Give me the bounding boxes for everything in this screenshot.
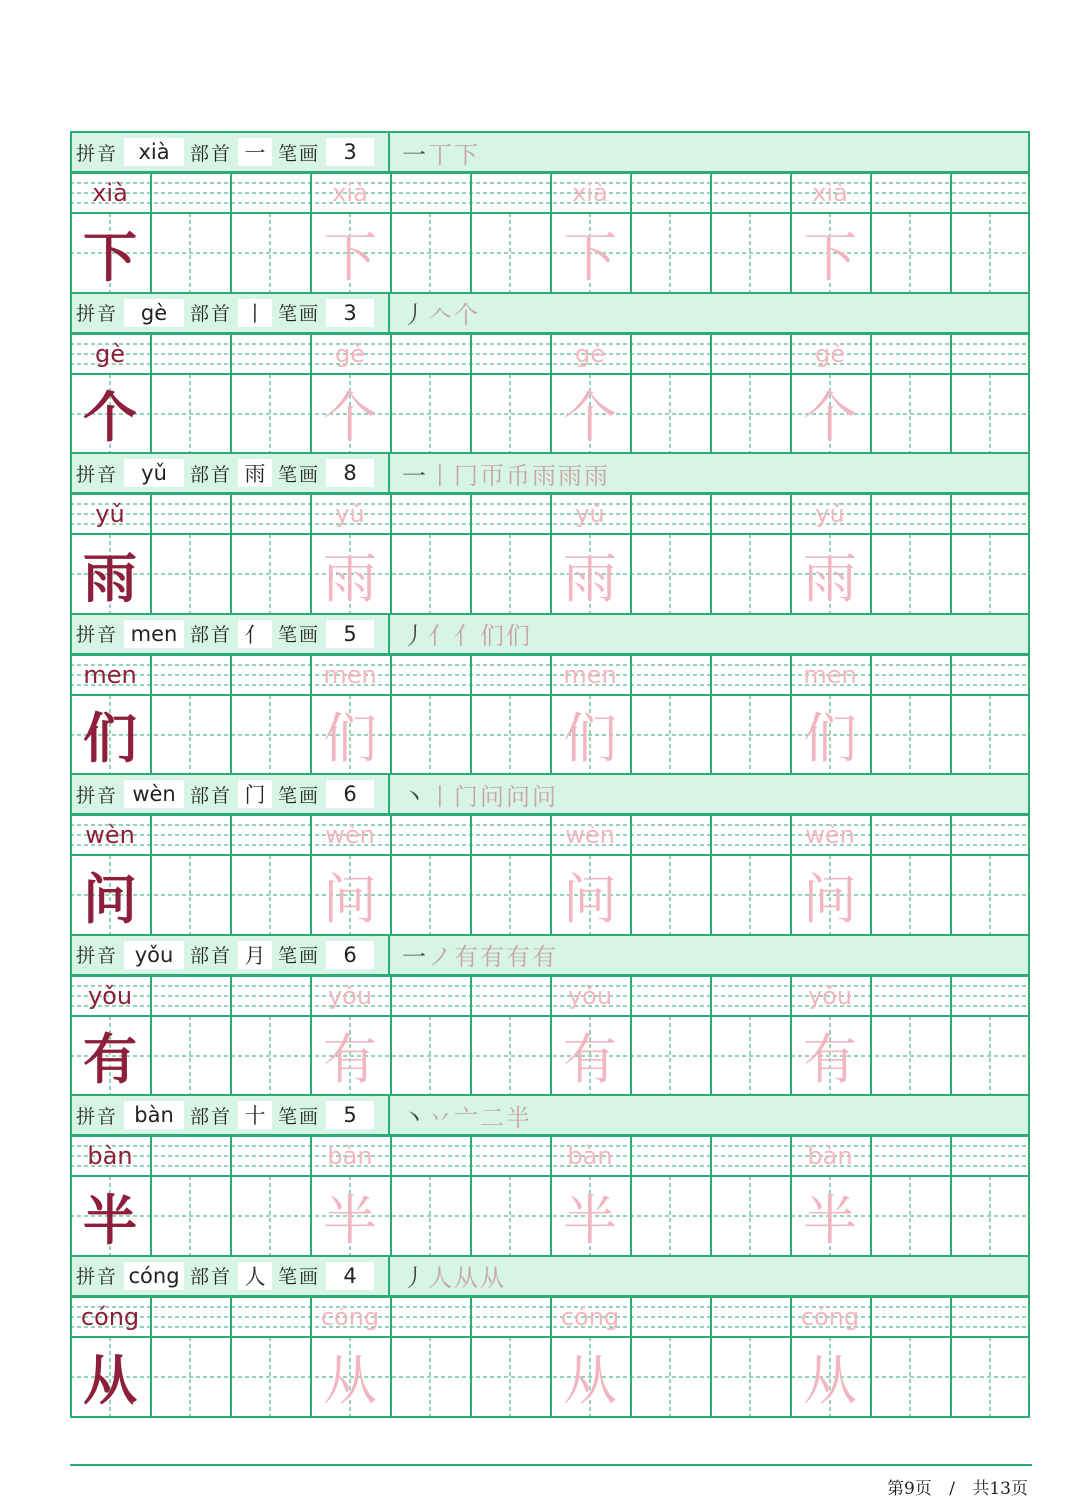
stroke-count-value: 6 (326, 780, 374, 808)
stroke-step: 丅 (428, 140, 452, 169)
current-page: 第9页 (886, 1479, 932, 1499)
stroke-step: 雨 (584, 461, 608, 490)
writing-cell[interactable] (150, 1136, 230, 1256)
radical-label: 部首 (190, 1105, 233, 1128)
trace-pinyin: cóng (320, 1302, 380, 1331)
writing-cell[interactable] (150, 1297, 230, 1417)
writing-cell[interactable] (870, 494, 950, 614)
writing-cell[interactable] (710, 976, 790, 1096)
stroke-order (402, 1096, 532, 1134)
writing-cell[interactable] (70, 976, 150, 1096)
writing-cell[interactable] (550, 334, 630, 454)
trace-character: 半 (803, 1188, 857, 1252)
writing-cell[interactable] (550, 1297, 630, 1417)
char-info (72, 1257, 390, 1295)
trace-character: 有 (803, 1028, 857, 1091)
radical-value: 雨 (238, 459, 272, 487)
trace-pinyin: men (803, 660, 857, 689)
radical-value: 亻 (238, 620, 272, 648)
trace-pinyin: wèn (805, 821, 855, 849)
model-pinyin: bàn (87, 1142, 133, 1170)
writing-cell[interactable] (150, 334, 230, 454)
writing-cell[interactable] (950, 815, 1030, 935)
trace-character: 个 (563, 386, 617, 449)
writing-cell[interactable] (790, 1136, 870, 1256)
pinyin-label: 拼音 (76, 784, 119, 807)
writing-cell[interactable] (550, 815, 630, 935)
writing-cell[interactable] (790, 655, 870, 775)
writing-cell[interactable] (150, 815, 230, 935)
trace-character: 个 (323, 386, 377, 449)
writing-cell[interactable] (870, 815, 950, 935)
writing-cell[interactable] (230, 334, 310, 454)
radical-label: 部首 (190, 303, 233, 325)
trace-pinyin: cóng (560, 1302, 620, 1331)
char-info (72, 1096, 390, 1134)
writing-cell[interactable] (950, 494, 1030, 614)
writing-cell[interactable] (710, 1297, 790, 1417)
writing-grid (70, 494, 1030, 614)
stroke-count-value: 8 (326, 459, 374, 487)
info-row (70, 1094, 1030, 1136)
stroke-step: 冂 (454, 461, 478, 490)
writing-cell[interactable] (790, 976, 870, 1096)
model-pinyin: yǒu (87, 981, 133, 1010)
writing-cell[interactable] (70, 494, 150, 614)
writing-grid (70, 1297, 1030, 1417)
writing-cell[interactable] (550, 494, 630, 614)
character-block (70, 452, 1030, 613)
pinyin-label: 拼音 (76, 624, 119, 646)
stroke-step: 一 (402, 461, 426, 490)
info-row (70, 934, 1030, 976)
stroke-step: 从 (480, 1264, 504, 1292)
writing-cell[interactable] (70, 334, 150, 454)
writing-cell[interactable] (630, 1136, 710, 1256)
model-pinyin: cóng (80, 1302, 140, 1331)
writing-cell[interactable] (710, 1136, 790, 1256)
character-block (70, 934, 1030, 1095)
stroke-step: 有 (506, 943, 530, 971)
writing-cell[interactable] (390, 815, 470, 935)
writing-cell[interactable] (870, 976, 950, 1096)
radical-label: 部首 (190, 1266, 233, 1288)
stroke-count-label: 笔画 (278, 784, 321, 807)
trace-character: 个 (803, 386, 857, 449)
trace-pinyin: gè (815, 339, 845, 368)
writing-cell[interactable] (630, 334, 710, 454)
stroke-step: 帀 (480, 461, 504, 490)
info-row (70, 613, 1030, 655)
writing-cell[interactable] (630, 976, 710, 1096)
model-character: 从 (83, 1348, 137, 1412)
stroke-step: 雨 (558, 461, 582, 490)
trace-character: 有 (323, 1028, 377, 1091)
pinyin-label: 拼音 (76, 463, 119, 486)
writing-cell[interactable] (630, 173, 710, 293)
writing-cell[interactable] (790, 1297, 870, 1417)
stroke-step: 二 (480, 1103, 504, 1132)
writing-cell[interactable] (470, 1136, 550, 1256)
writing-cell[interactable] (230, 1297, 310, 1417)
writing-cell[interactable] (790, 815, 870, 935)
stroke-step: 们 (506, 622, 530, 650)
character-block (70, 773, 1030, 934)
radical-value: 丨 (238, 299, 272, 327)
char-info (72, 615, 390, 653)
writing-cell[interactable] (390, 655, 470, 775)
writing-cell[interactable] (470, 494, 550, 614)
trace-character: 从 (563, 1349, 617, 1412)
writing-cell[interactable] (390, 976, 470, 1096)
stroke-count-label: 笔画 (278, 463, 321, 486)
page-indicator (887, 1474, 1028, 1499)
trace-character: 们 (803, 707, 857, 770)
radical-value: 人 (238, 1262, 272, 1290)
writing-cell[interactable] (70, 173, 150, 293)
trace-character: 半 (563, 1188, 617, 1252)
stroke-count-value: 4 (326, 1262, 374, 1290)
trace-pinyin: yǒu (327, 981, 373, 1010)
char-info (72, 294, 390, 332)
writing-cell[interactable] (630, 1297, 710, 1417)
trace-pinyin: gè (335, 339, 365, 368)
radical-label: 部首 (190, 463, 233, 486)
writing-cell[interactable] (70, 655, 150, 775)
trace-pinyin: wèn (325, 821, 375, 849)
writing-cell[interactable] (790, 334, 870, 454)
stroke-count-label: 笔画 (278, 1105, 321, 1128)
stroke-order (402, 615, 532, 653)
trace-character: 问 (563, 867, 617, 931)
writing-grid (70, 655, 1030, 775)
writing-cell[interactable] (230, 655, 310, 775)
writing-cell[interactable] (150, 494, 230, 614)
trace-pinyin: yǔ (815, 500, 845, 528)
footer-rule (70, 1464, 1032, 1466)
writing-cell[interactable] (310, 655, 390, 775)
stroke-order (402, 454, 610, 492)
stroke-order (402, 1257, 506, 1295)
stroke-count-label: 笔画 (278, 624, 321, 646)
writing-cell[interactable] (710, 815, 790, 935)
stroke-step: ノ (428, 943, 452, 971)
total-pages: 共13页 (972, 1479, 1028, 1499)
stroke-order (402, 133, 480, 171)
writing-cell[interactable] (230, 173, 310, 293)
model-pinyin: yǔ (95, 500, 125, 528)
model-pinyin: gè (95, 339, 125, 368)
trace-pinyin: wèn (565, 821, 615, 849)
stroke-step: 亻 (454, 622, 478, 650)
stroke-step: 一 (402, 943, 426, 971)
stroke-step: 雨 (532, 461, 556, 490)
stroke-step: 问 (532, 782, 556, 811)
practice-sheet (70, 131, 1030, 1415)
writing-cell[interactable] (870, 334, 950, 454)
stroke-order (402, 775, 558, 813)
writing-cell[interactable] (710, 334, 790, 454)
pinyin-label: 拼音 (76, 1266, 119, 1288)
writing-cell[interactable] (310, 815, 390, 935)
character-block (70, 1255, 1030, 1416)
trace-character: 下 (323, 225, 377, 289)
info-row (70, 131, 1030, 173)
stroke-step: 丷 (428, 1103, 452, 1132)
radical-label: 部首 (190, 784, 233, 807)
stroke-step: 个 (454, 301, 478, 329)
trace-pinyin: bàn (327, 1142, 373, 1170)
trace-character: 问 (323, 867, 377, 931)
stroke-count-label: 笔画 (278, 1266, 321, 1288)
stroke-count-label: 笔画 (278, 303, 321, 325)
writing-cell[interactable] (310, 173, 390, 293)
stroke-step: 币 (506, 461, 530, 490)
writing-cell[interactable] (230, 815, 310, 935)
stroke-count-value: 3 (326, 138, 374, 166)
writing-cell[interactable] (390, 173, 470, 293)
writing-cell[interactable] (310, 976, 390, 1096)
model-character: 们 (83, 706, 137, 770)
stroke-count-label: 笔画 (278, 142, 321, 165)
writing-grid (70, 815, 1030, 935)
writing-cell[interactable] (790, 494, 870, 614)
writing-cell[interactable] (950, 1297, 1030, 1417)
stroke-step: 们 (480, 622, 504, 650)
writing-cell[interactable] (70, 815, 150, 935)
trace-character: 们 (323, 707, 377, 770)
info-row (70, 773, 1030, 815)
trace-pinyin: xià (812, 179, 848, 207)
writing-cell[interactable] (550, 655, 630, 775)
info-row (70, 292, 1030, 334)
stroke-step: 从 (454, 1264, 478, 1292)
writing-cell[interactable] (950, 173, 1030, 293)
stroke-step: 𠆢 (428, 301, 452, 329)
info-row (70, 452, 1030, 494)
writing-cell[interactable] (870, 1297, 950, 1417)
writing-cell[interactable] (790, 173, 870, 293)
stroke-step: 半 (506, 1103, 530, 1132)
pinyin-value: bàn (124, 1101, 184, 1129)
writing-cell[interactable] (150, 173, 230, 293)
writing-cell[interactable] (870, 173, 950, 293)
pinyin-value: yǔ (124, 459, 184, 487)
writing-cell[interactable] (950, 1136, 1030, 1256)
writing-cell[interactable] (950, 334, 1030, 454)
stroke-step: 一 (402, 140, 426, 169)
trace-pinyin: men (563, 660, 617, 689)
writing-cell[interactable] (230, 1136, 310, 1256)
character-block (70, 131, 1030, 292)
stroke-step: 有 (480, 943, 504, 971)
stroke-count-value: 6 (326, 941, 374, 969)
radical-value: 月 (238, 941, 272, 969)
stroke-step: 问 (506, 782, 530, 811)
stroke-step: 丿 (402, 622, 426, 650)
trace-character: 下 (563, 225, 617, 289)
radical-label: 部首 (190, 142, 233, 165)
model-character: 雨 (83, 545, 137, 610)
model-character: 下 (83, 224, 137, 289)
writing-cell[interactable] (710, 655, 790, 775)
stroke-order (402, 936, 558, 974)
stroke-count-value: 5 (326, 620, 374, 648)
model-character: 有 (83, 1027, 137, 1091)
radical-label: 部首 (190, 624, 233, 646)
stroke-count-value: 3 (326, 299, 374, 327)
writing-cell[interactable] (310, 334, 390, 454)
writing-cell[interactable] (950, 655, 1030, 775)
radical-value: 门 (238, 780, 272, 808)
pinyin-label: 拼音 (76, 945, 119, 967)
stroke-step: 丿 (402, 301, 426, 329)
writing-cell[interactable] (470, 334, 550, 454)
stroke-step: 有 (454, 943, 478, 971)
trace-pinyin: gè (575, 339, 605, 368)
writing-grid (70, 1136, 1030, 1256)
writing-cell[interactable] (550, 1136, 630, 1256)
stroke-step: 丨 (428, 461, 452, 490)
char-info (72, 775, 390, 813)
writing-cell[interactable] (150, 655, 230, 775)
char-info (72, 133, 390, 171)
model-character: 半 (83, 1187, 137, 1252)
writing-cell[interactable] (230, 494, 310, 614)
pinyin-value: xià (124, 138, 184, 166)
trace-character: 半 (323, 1188, 377, 1252)
character-block (70, 613, 1030, 774)
trace-character: 从 (803, 1349, 857, 1412)
model-pinyin: wèn (85, 821, 135, 849)
info-row (70, 1255, 1030, 1297)
pinyin-value: cóng (124, 1262, 184, 1290)
trace-character: 有 (563, 1028, 617, 1091)
writing-cell[interactable] (310, 494, 390, 614)
page-separator: / (949, 1479, 955, 1499)
writing-cell[interactable] (470, 815, 550, 935)
writing-cell[interactable] (950, 976, 1030, 1096)
writing-grid (70, 976, 1030, 1096)
writing-cell[interactable] (390, 1136, 470, 1256)
writing-grid (70, 173, 1030, 293)
trace-pinyin: bàn (807, 1142, 853, 1170)
stroke-step: 丨 (428, 782, 452, 811)
writing-cell[interactable] (470, 976, 550, 1096)
writing-cell[interactable] (390, 1297, 470, 1417)
writing-cell[interactable] (470, 173, 550, 293)
writing-cell[interactable] (150, 976, 230, 1096)
writing-cell[interactable] (390, 334, 470, 454)
stroke-step: 有 (532, 943, 556, 971)
writing-cell[interactable] (710, 494, 790, 614)
writing-cell[interactable] (550, 173, 630, 293)
stroke-step: 亠 (454, 1103, 478, 1132)
character-block (70, 292, 1030, 453)
character-block (70, 1094, 1030, 1255)
trace-pinyin: yǔ (335, 500, 365, 528)
trace-character: 们 (563, 707, 617, 770)
writing-grid (70, 334, 1030, 454)
writing-cell[interactable] (230, 976, 310, 1096)
model-character: 个 (83, 385, 137, 449)
trace-pinyin: xià (332, 179, 368, 207)
trace-character: 雨 (563, 546, 617, 610)
stroke-step: 丶 (402, 1103, 426, 1132)
radical-value: 十 (238, 1101, 272, 1129)
model-pinyin: men (83, 660, 137, 689)
stroke-step: 丿 (402, 1264, 426, 1292)
writing-cell[interactable] (310, 1136, 390, 1256)
char-info (72, 454, 390, 492)
pinyin-label: 拼音 (76, 1105, 119, 1128)
trace-character: 雨 (323, 546, 377, 610)
writing-cell[interactable] (710, 173, 790, 293)
writing-cell[interactable] (310, 1297, 390, 1417)
stroke-count-label: 笔画 (278, 945, 321, 967)
trace-character: 下 (803, 225, 857, 289)
writing-cell[interactable] (470, 1297, 550, 1417)
pinyin-value: men (124, 620, 184, 648)
char-info (72, 936, 390, 974)
trace-pinyin: cóng (800, 1302, 860, 1331)
stroke-step: 丶 (402, 782, 426, 811)
trace-character: 问 (803, 867, 857, 931)
trace-pinyin: yǒu (807, 981, 853, 1010)
stroke-step: 亻 (428, 622, 452, 650)
writing-cell[interactable] (630, 815, 710, 935)
pinyin-value: wèn (124, 780, 184, 808)
writing-cell[interactable] (470, 655, 550, 775)
writing-cell[interactable] (550, 976, 630, 1096)
trace-pinyin: bàn (567, 1142, 613, 1170)
stroke-step: 人 (428, 1264, 452, 1292)
trace-character: 雨 (803, 546, 857, 610)
stroke-step: 问 (480, 782, 504, 811)
trace-character: 从 (323, 1349, 377, 1412)
model-character: 问 (83, 866, 137, 931)
pinyin-label: 拼音 (76, 303, 119, 325)
pinyin-label: 拼音 (76, 142, 119, 165)
writing-cell[interactable] (70, 1297, 150, 1417)
writing-cell[interactable] (870, 655, 950, 775)
radical-label: 部首 (190, 945, 233, 967)
writing-cell[interactable] (870, 1136, 950, 1256)
writing-cell[interactable] (630, 655, 710, 775)
stroke-count-value: 5 (326, 1101, 374, 1129)
trace-pinyin: yǒu (567, 981, 613, 1010)
stroke-step: 下 (454, 140, 478, 169)
stroke-step: 门 (454, 782, 478, 811)
writing-cell[interactable] (70, 1136, 150, 1256)
stroke-order (402, 294, 480, 332)
radical-value: 一 (238, 138, 272, 166)
model-pinyin: xià (92, 179, 128, 207)
trace-pinyin: yǔ (575, 500, 605, 528)
pinyin-value: gè (124, 299, 184, 327)
writing-cell[interactable] (390, 494, 470, 614)
trace-pinyin: men (323, 660, 377, 689)
writing-cell[interactable] (630, 494, 710, 614)
pinyin-value: yǒu (124, 941, 184, 969)
trace-pinyin: xià (572, 179, 608, 207)
